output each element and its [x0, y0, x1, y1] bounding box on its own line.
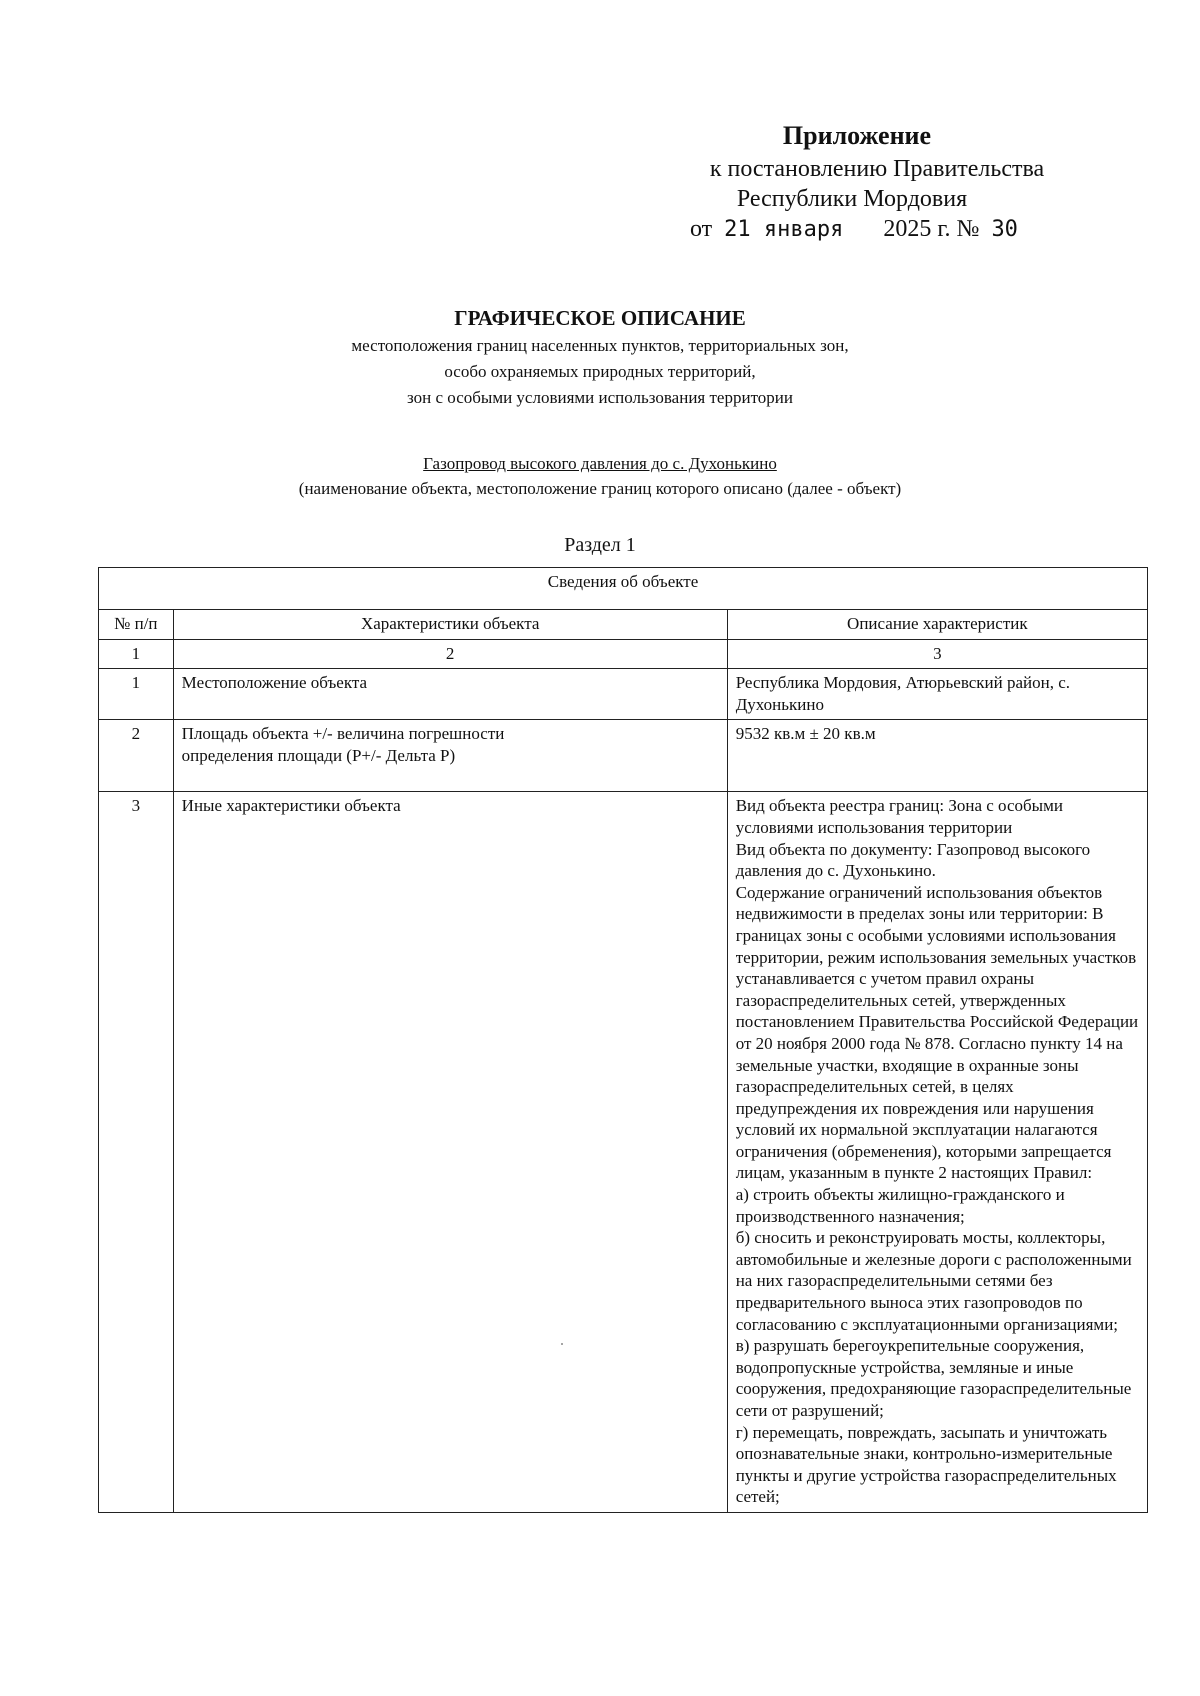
description-paragraph: Содержание ограничений использования объектов недвижимости в пределах зоны или территории: В границах зоны с особыми условиями использования территории, режим использования земельных участков устанавливается с учетом правил охраны газораспределительных сетей, утвержденных постановлением Правительства Российской Федерации от 20 ноября 2000 года № 878. Согласно пункту 14 на земельные участки, входящие в охранные зоны газораспределительных сетей, в целях предупреждения их повреждения или нарушения условий их нормальной эксплуатации налагаются ограничения (обременения), которыми запрещается лицам, указанным в пункте 2 настоящих Правил: [735, 882, 1139, 1183]
row-characteristic: Площадь объекта +/- величина погрешности определения площади (Р+/- Дельта Р) [173, 720, 727, 792]
decree-number: 30 [991, 217, 1018, 242]
description-paragraph: Вид объекта реестра границ: Зона с особыми условиями использования территории [735, 796, 1063, 837]
description-paragraph: г) перемещать, повреждать, засыпать и уничтожать опознавательные знаки, контрольно-измерительные пункты и другие устройства газораспределительных сетей; [735, 1422, 1117, 1507]
appendix-title: Приложение [782, 121, 932, 150]
object-name [0, 454, 1200, 474]
object-name-text: Газопровод высокого давления до с. Духонькино [423, 454, 777, 473]
document-title: ГРАФИЧЕСКОЕ ОПИСАНИЕ [454, 306, 746, 330]
subtitle-line-2: особо охраняемых природных территорий, [444, 362, 756, 381]
subtitle-line-3: зон с особыми условиями использования территории [407, 388, 793, 407]
object-info-table [98, 567, 1148, 1513]
row-number: 2 [99, 720, 174, 792]
description-paragraph: Республика Мордовия, Атюрьевский район, с. Духонькино [735, 673, 1071, 714]
column-number-2: 2 [173, 639, 727, 669]
date-prefix: от [690, 216, 713, 242]
description-paragraph: б) сносить и реконструировать мосты, коллекторы, автомобильные и железные дороги с расположенными на них газораспределительными сетями без предварительного выноса этих газопроводов по согласованию с эксплуатационными организациями; [735, 1228, 1132, 1334]
column-header-description: Описание характеристик [727, 610, 1147, 640]
description-paragraph: Вид объекта по документу: Газопровод высокого давления до с. Духонькино. [735, 839, 1091, 881]
subtitle-line-1: местоположения границ населенных пунктов, территориальных зон, [351, 336, 849, 355]
object-note: (наименование объекта, местоположение границ которого описано (далее - объект) [298, 479, 902, 498]
row-characteristic: Местоположение объекта [173, 669, 727, 720]
row-number: 3 [99, 792, 174, 1513]
appendix-line-2: Республики Мордовия [736, 186, 968, 212]
column-number-1: 1 [99, 639, 174, 669]
row-number: 1 [99, 669, 174, 720]
date-day-month: 21 января [724, 217, 844, 242]
column-number-3: 3 [727, 639, 1147, 669]
column-number-row [99, 639, 1148, 669]
row-description [727, 669, 1147, 720]
appendix-date-row [690, 216, 1018, 243]
column-header-number: № п/п [99, 610, 174, 640]
column-header-characteristic: Характеристики объекта [173, 610, 727, 640]
table-row [99, 720, 1148, 792]
row-characteristic: Иные характеристики объекта [173, 792, 727, 1513]
column-header-row [99, 610, 1148, 640]
date-year: 2025 г. № [883, 216, 980, 242]
description-paragraph: а) строить объекты жилищно-гражданского и производственного назначения; [735, 1185, 1065, 1226]
table-caption-row [99, 568, 1148, 610]
description-paragraph: 9532 кв.м ± 20 кв.м [735, 724, 876, 744]
row-description [727, 792, 1147, 1513]
scan-speck [561, 1343, 563, 1345]
table-row [99, 669, 1148, 720]
description-paragraph: в) разрушать берегоукрепительные сооружения, водопропускные устройства, земляные и иные сооружения, предохраняющие газораспределительные сети от разрушений; [735, 1336, 1132, 1420]
table-caption: Сведения об объекте [99, 568, 1148, 610]
table-row [99, 792, 1148, 1513]
row-description [727, 720, 1147, 792]
section-title: Раздел 1 [564, 534, 636, 556]
appendix-line-1: к постановлению Правительства [709, 156, 1045, 182]
